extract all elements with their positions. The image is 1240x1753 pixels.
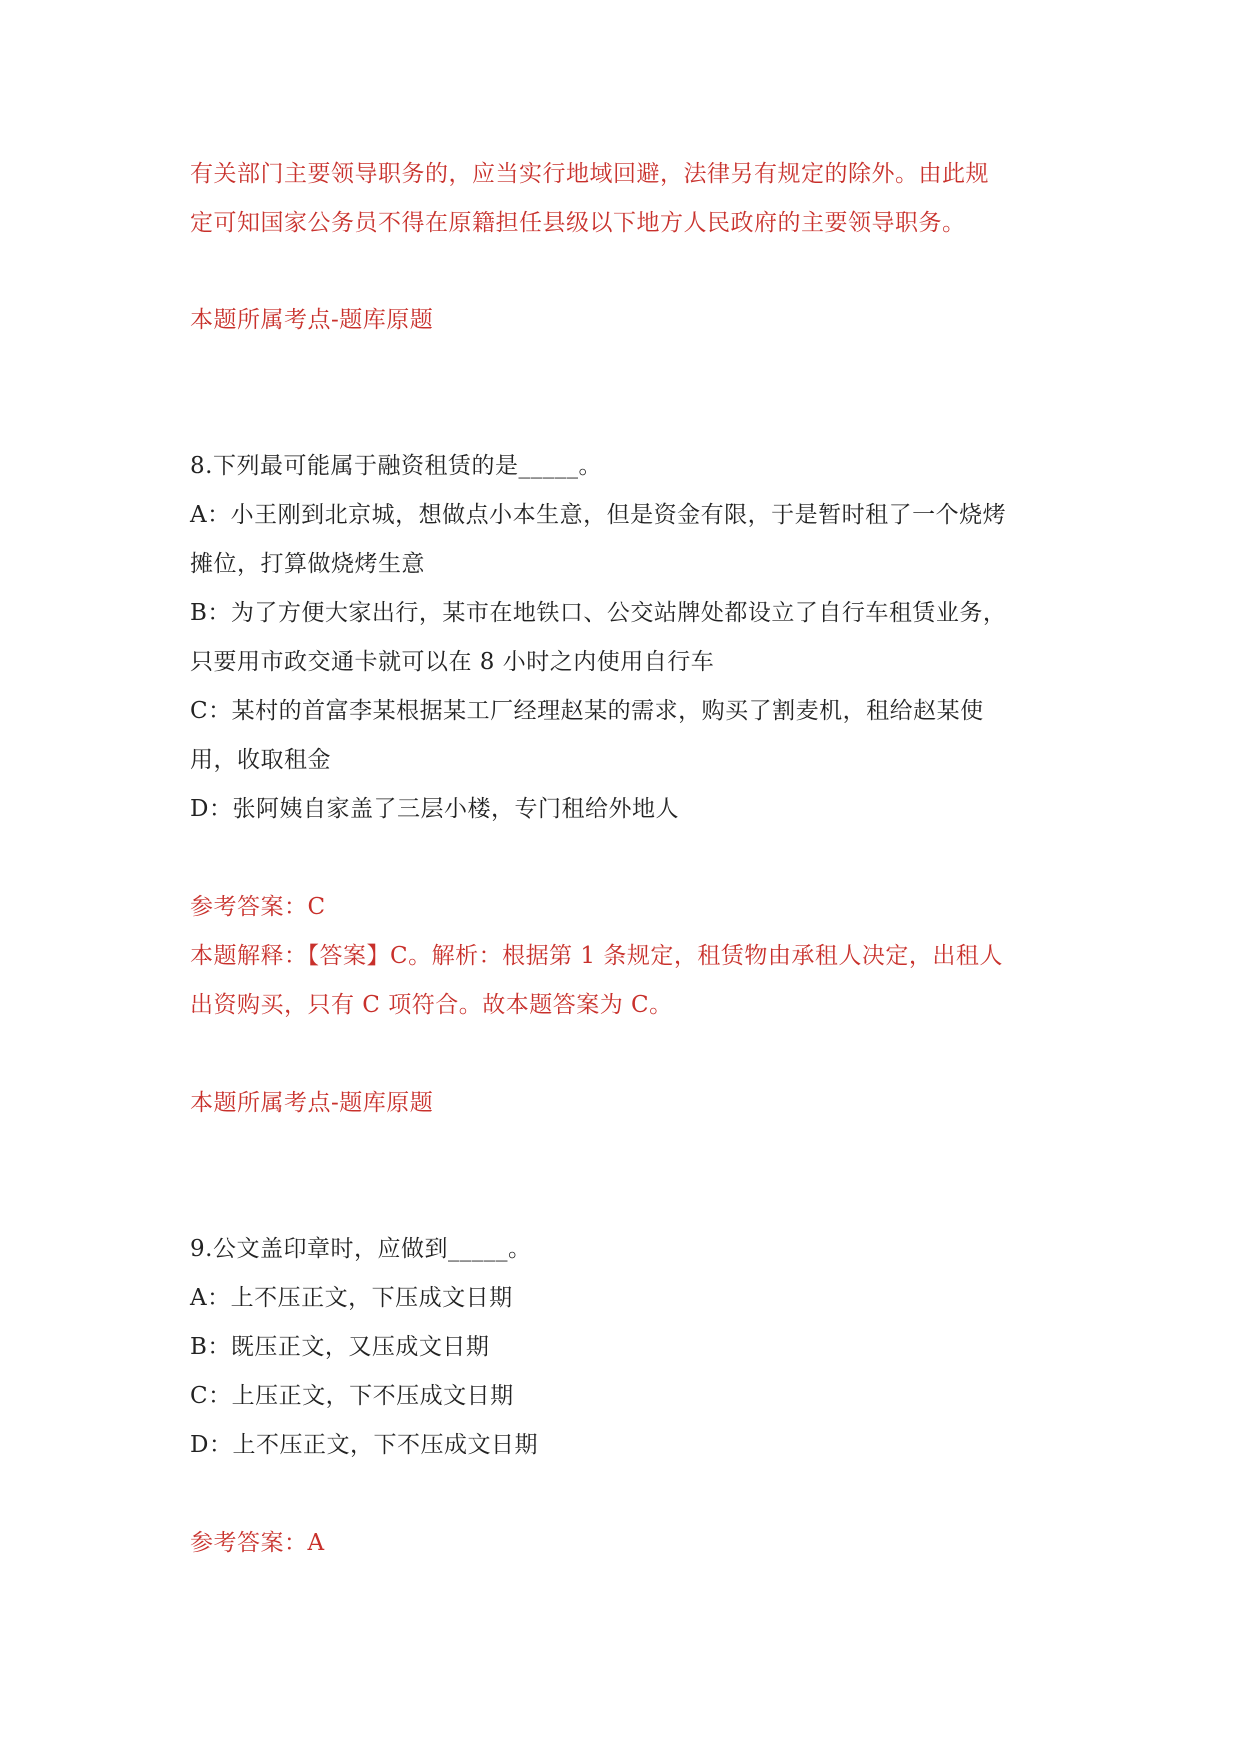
q8-option-a-line-1: A：小王刚到北京城，想做点小本生意，但是资金有限，于是暂时租了一个烧烤 (190, 502, 1007, 528)
q8-option-d: D：张阿姨自家盖了三层小楼，专门租给外地人 (190, 796, 679, 822)
q9-option-b: B：既压正文，又压成文日期 (190, 1334, 490, 1360)
q9-answer: 参考答案：A (190, 1530, 325, 1556)
q8-option-a-line-2: 摊位，打算做烧烤生意 (190, 551, 425, 577)
q8-topic: 本题所属考点-题库原题 (190, 1090, 434, 1116)
prev-explanation-line-1: 有关部门主要领导职务的，应当实行地域回避，法律另有规定的除外。由此规 (190, 161, 989, 187)
q8-stem: 8.下列最可能属于融资租赁的是_____。 (190, 453, 602, 479)
q8-explanation-line-2: 出资购买，只有 C 项符合。故本题答案为 C。 (190, 992, 673, 1018)
q8-explanation-line-1: 本题解释：【答案】C。解析：根据第 1 条规定，租赁物由承租人决定，出租人 (190, 943, 1003, 969)
q8-option-b-line-2: 只要用市政交通卡就可以在 8 小时之内使用自行车 (190, 649, 715, 675)
q8-answer: 参考答案：C (190, 894, 326, 920)
q9-option-c: C：上压正文，下不压成文日期 (190, 1383, 514, 1409)
prev-topic: 本题所属考点-题库原题 (190, 307, 434, 333)
q9-option-a: A：上不压正文，下压成文日期 (190, 1285, 513, 1311)
q8-option-c-line-2: 用，收取租金 (190, 747, 331, 773)
q9-stem: 9.公文盖印章时，应做到_____。 (190, 1236, 532, 1262)
q8-option-c-line-1: C：某村的首富李某根据某工厂经理赵某的需求，购买了割麦机，租给赵某使 (190, 698, 984, 724)
q8-option-b-line-1: B：为了方便大家出行，某市在地铁口、公交站牌处都设立了自行车租赁业务， (190, 600, 1007, 626)
q9-option-d: D：上不压正文，下不压成文日期 (190, 1432, 538, 1458)
prev-explanation-line-2: 定可知国家公务员不得在原籍担任县级以下地方人民政府的主要领导职务。 (190, 210, 966, 236)
